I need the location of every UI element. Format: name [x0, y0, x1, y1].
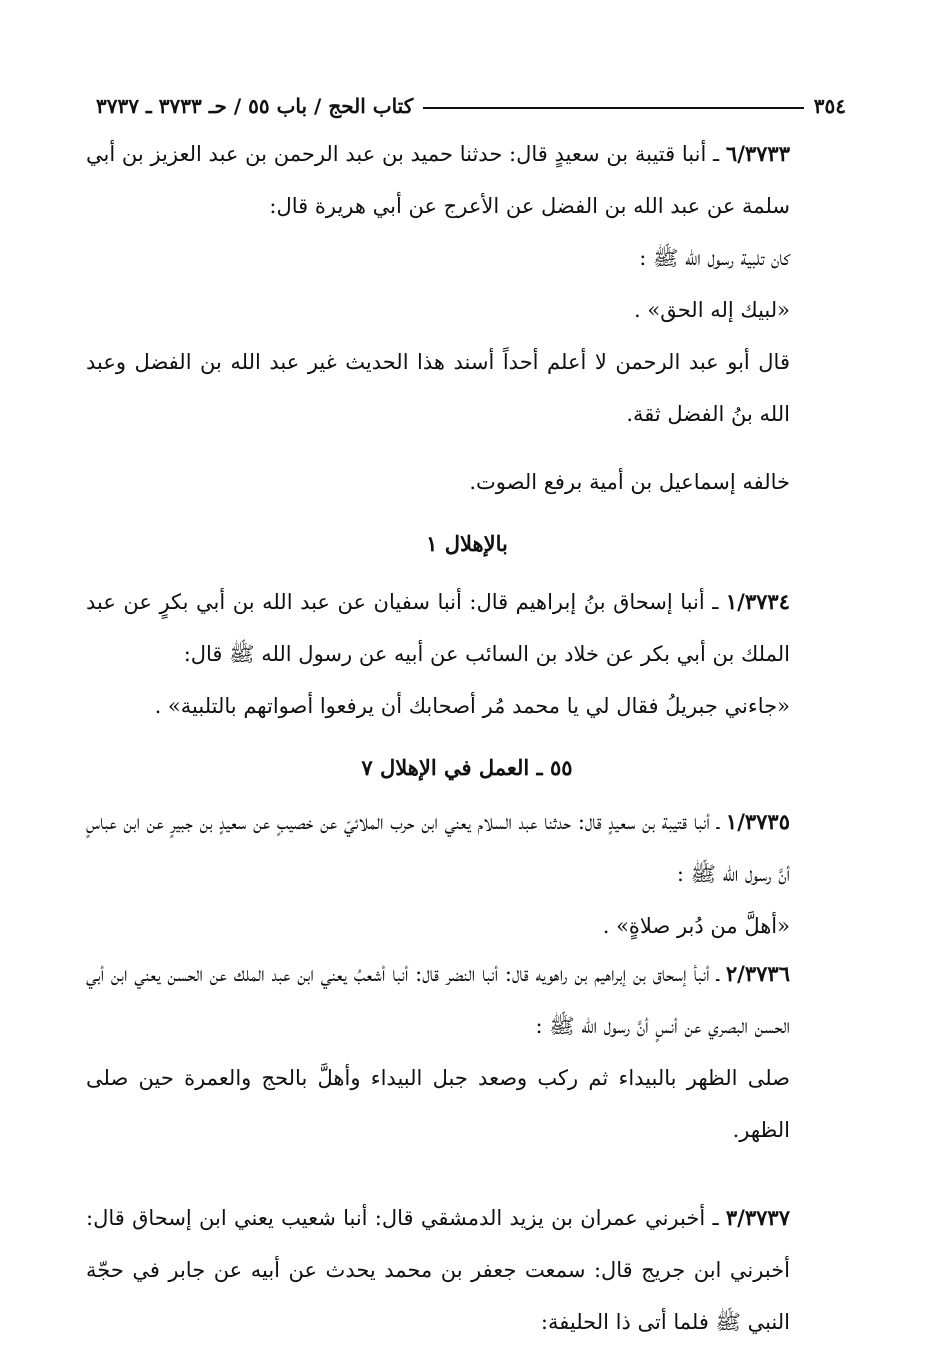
hadith-text: ـ أنبأ إسحاق بن إبراهيم بن راهويه قال: أنبا النضر قال: أنبا أشعبُ يعني ابن عبد الملك عن الحسن يعني ابن أبي الحسن البصري عن أنسٍ أنَّ رسول الله ﷺ :: [86, 962, 790, 1038]
hadith-number: ٣/٣٧٣٧: [725, 1205, 790, 1230]
subheading: بالإهلال ١: [426, 531, 508, 556]
chapter-heading: ٥٥ ـ العمل في الإهلال ٧: [361, 755, 573, 780]
hadith-text: ـ أخبرني عمران بن يزيد الدمشقي قال: أنبا شعيب يعني ابن إسحاق قال: أخبرني ابن جريج قال: سمعت جعفر بن محمد يحدث عن أبيه عن جابر في حجّة النبي ﷺ فلما أتى ذا الحليفة:: [86, 1206, 790, 1334]
hadith-number: ١/٣٧٣٤: [725, 589, 790, 614]
hadith-3733-quote: «لبيك إله الحق» .: [634, 298, 790, 322]
remark-text: خالفه إسماعيل بن أمية برفع الصوت.: [469, 470, 790, 494]
hadith-3734: [86, 576, 848, 732]
hadith-3736-body: صلى الظهر بالبيداء ثم ركب وصعد جبل البيداء وأهلَّ بالحج والعمرة حين صلى الظهر.: [86, 1066, 790, 1142]
hadith-3735-quote: «أهلَّ من دُبر صلاةٍ» .: [602, 914, 790, 938]
hadith-3733-note: قال أبو عبد الرحمن لا أعلم أحداً أسند هذا الحديث غير عبد الله بن الفضل وعبد الله بنُ الفضل ثقة.: [86, 350, 790, 426]
hadith-text: ـ أنبا قتيبة بن سعيدٍ قال: حدثنا حميد بن عبد الرحمن بن عبد العزيز بن أبي سلمة عن عبد الله بن الفضل عن الأعرج عن أبي هريرة قال:: [86, 142, 790, 218]
hadith-3733: [86, 128, 848, 440]
header-rule: [423, 107, 804, 109]
page-number: ٣٥٤: [813, 94, 846, 118]
running-title: كتاب الحج / باب ٥٥ / حـ ٣٧٣٣ ـ ٣٧٣٧: [96, 94, 414, 118]
hadith-3737: [86, 1192, 848, 1348]
hadith-3737-isnad: [86, 1192, 848, 1348]
hadith-3736: [86, 948, 848, 1156]
hadith-3733-isnad: [86, 128, 848, 232]
hadith-number: ٦/٣٧٣٣: [725, 141, 790, 166]
hadith-text: ـ أنبا إسحاق بنُ إبراهيم قال: أنبا سفيان عن عبد الله بن أبي بكرٍ عن عبد الملك بن أبي بكر عن خلاد بن السائب عن أبيه عن رسول الله ﷺ قال:: [86, 590, 790, 666]
running-header: [96, 84, 846, 118]
hadith-number: ١/٣٧٣٥: [725, 809, 790, 834]
hadith-3734-isnad: [86, 576, 848, 680]
hadith-3735: [86, 796, 848, 952]
hadith-number: ٢/٣٧٣٦: [725, 961, 790, 986]
hadith-3736-isnad: [86, 948, 848, 1052]
hadith-text: ـ أنبا قتيبة بن سعيدٍ قال: حدثنا عبد السلام يعني ابن حرب الملائيّ عن خصيبٍ عن سعيدٍ بن جبيرٍ عن ابن عباسٍ أنَّ رسول الله ﷺ :: [86, 810, 790, 886]
hadith-3733-line: كان تلبية رسول الله ﷺ :: [639, 246, 790, 270]
hadith-3735-isnad: [86, 796, 848, 900]
hadith-3734-quote: «جاءني جبريلُ فقال لي يا محمد مُر أصحابك أن يرفعوا أصواتهم بالتلبية» .: [154, 694, 790, 718]
hadith-3733-remark: [86, 456, 848, 508]
